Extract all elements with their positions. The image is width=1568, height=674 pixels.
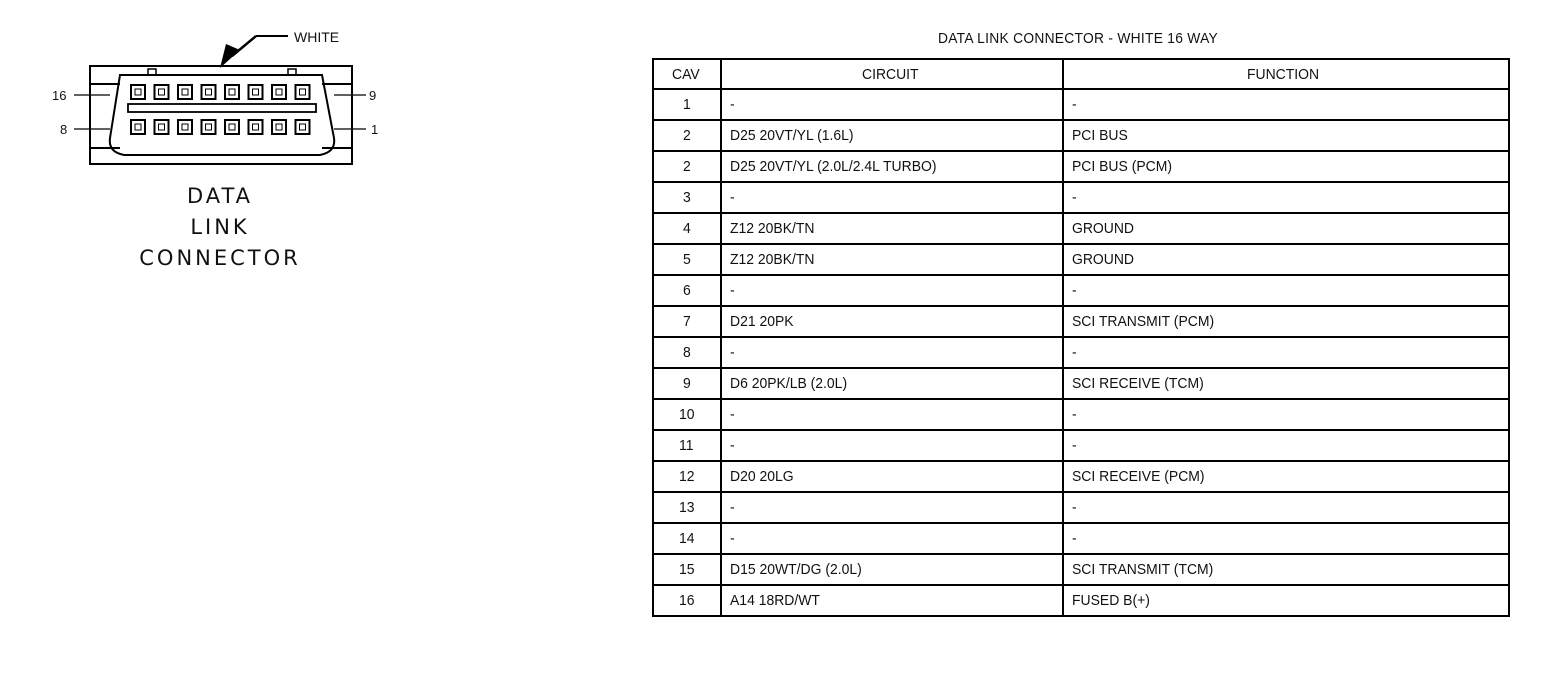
pin-cavity bbox=[296, 85, 310, 99]
pin-cavity bbox=[225, 85, 239, 99]
function-cell: - bbox=[1063, 182, 1509, 213]
pin-cavity bbox=[202, 120, 216, 134]
pin-terminal bbox=[300, 89, 306, 95]
function-cell: - bbox=[1063, 89, 1509, 120]
pin-cavity bbox=[249, 85, 263, 99]
pin-terminal bbox=[229, 89, 235, 95]
cav-cell: 3 bbox=[653, 182, 721, 213]
cav-cell: 14 bbox=[653, 523, 721, 554]
cav-cell: 1 bbox=[653, 89, 721, 120]
cav-cell: 15 bbox=[653, 554, 721, 585]
pin-cavity bbox=[272, 120, 286, 134]
caption-line-1: DATA bbox=[186, 184, 254, 208]
function-cell: - bbox=[1063, 275, 1509, 306]
table-row bbox=[653, 523, 1509, 554]
table-header-row bbox=[653, 59, 1509, 89]
circuit-cell: D20 20LG bbox=[721, 461, 1063, 492]
circuit-cell: D25 20VT/YL (1.6L) bbox=[721, 120, 1063, 151]
table-row bbox=[653, 430, 1509, 461]
circuit-cell: - bbox=[721, 275, 1063, 306]
pin-cavity bbox=[131, 85, 145, 99]
pin-label-16: 16 bbox=[52, 88, 67, 103]
pin-cavity bbox=[131, 120, 145, 134]
function-cell: - bbox=[1063, 430, 1509, 461]
cav-cell: 2 bbox=[653, 151, 721, 182]
pin-cavity bbox=[178, 85, 192, 99]
pin-terminal bbox=[206, 124, 212, 130]
circuit-cell: - bbox=[721, 399, 1063, 430]
table-row bbox=[653, 182, 1509, 213]
table-row bbox=[653, 337, 1509, 368]
color-callout-arrow bbox=[220, 36, 288, 68]
pin-cavity bbox=[296, 120, 310, 134]
cav-cell: 8 bbox=[653, 337, 721, 368]
connector-frame bbox=[90, 66, 352, 164]
function-cell: - bbox=[1063, 337, 1509, 368]
function-cell: PCI BUS (PCM) bbox=[1063, 151, 1509, 182]
pin-cavity bbox=[202, 85, 216, 99]
pin-cavity bbox=[272, 85, 286, 99]
table-row bbox=[653, 492, 1509, 523]
function-cell: - bbox=[1063, 399, 1509, 430]
connector-color-label: WHITE bbox=[294, 29, 340, 45]
pin-terminal bbox=[253, 89, 259, 95]
function-cell: GROUND bbox=[1063, 213, 1509, 244]
pin-terminal bbox=[159, 89, 165, 95]
circuit-cell: - bbox=[721, 337, 1063, 368]
pin-label-9: 9 bbox=[369, 88, 377, 103]
table-row bbox=[653, 399, 1509, 430]
circuit-cell: Z12 20BK/TN bbox=[721, 244, 1063, 275]
header-function: FUNCTION bbox=[1063, 59, 1509, 89]
pin-terminal bbox=[135, 124, 141, 130]
function-cell: GROUND bbox=[1063, 244, 1509, 275]
circuit-cell: D15 20WT/DG (2.0L) bbox=[721, 554, 1063, 585]
circuit-cell: A14 18RD/WT bbox=[721, 585, 1063, 616]
table-title: DATA LINK CONNECTOR - WHITE 16 WAY bbox=[937, 30, 1219, 47]
table-row bbox=[653, 89, 1509, 120]
cav-cell: 10 bbox=[653, 399, 721, 430]
pin-label-8: 8 bbox=[60, 122, 68, 137]
pin-cavity bbox=[225, 120, 239, 134]
function-cell: - bbox=[1063, 492, 1509, 523]
table-row bbox=[653, 461, 1509, 492]
caption-line-2: LINK bbox=[190, 215, 250, 239]
table-row bbox=[653, 275, 1509, 306]
circuit-cell: - bbox=[721, 430, 1063, 461]
pin-cavity bbox=[155, 85, 169, 99]
pin-terminal bbox=[300, 124, 306, 130]
pin-terminal bbox=[206, 89, 212, 95]
table-row bbox=[653, 306, 1509, 337]
circuit-cell: Z12 20BK/TN bbox=[721, 213, 1063, 244]
function-cell: PCI BUS bbox=[1063, 120, 1509, 151]
header-cav: CAV bbox=[653, 59, 721, 89]
table-row bbox=[653, 244, 1509, 275]
table-row bbox=[653, 554, 1509, 585]
table-row bbox=[653, 120, 1509, 151]
table-row bbox=[653, 151, 1509, 182]
cav-cell: 9 bbox=[653, 368, 721, 399]
function-cell: SCI TRANSMIT (TCM) bbox=[1063, 554, 1509, 585]
cav-cell: 6 bbox=[653, 275, 721, 306]
pin-label-1: 1 bbox=[371, 122, 379, 137]
pin-terminal bbox=[135, 89, 141, 95]
pin-cavity bbox=[155, 120, 169, 134]
cav-cell: 11 bbox=[653, 430, 721, 461]
table-row bbox=[653, 368, 1509, 399]
pin-terminal bbox=[159, 124, 165, 130]
table-row bbox=[653, 213, 1509, 244]
circuit-cell: D21 20PK bbox=[721, 306, 1063, 337]
pin-cavity bbox=[249, 120, 263, 134]
circuit-cell: D6 20PK/LB (2.0L) bbox=[721, 368, 1063, 399]
cav-cell: 7 bbox=[653, 306, 721, 337]
connector-body bbox=[110, 75, 334, 155]
pin-row-bottom bbox=[131, 120, 310, 134]
cav-cell: 2 bbox=[653, 120, 721, 151]
function-cell: SCI RECEIVE (TCM) bbox=[1063, 368, 1509, 399]
cav-cell: 16 bbox=[653, 585, 721, 616]
header-circuit: CIRCUIT bbox=[721, 59, 1063, 89]
function-cell: SCI TRANSMIT (PCM) bbox=[1063, 306, 1509, 337]
pin-terminal bbox=[253, 124, 259, 130]
function-cell: SCI RECEIVE (PCM) bbox=[1063, 461, 1509, 492]
table-row bbox=[653, 585, 1509, 616]
pin-terminal bbox=[182, 89, 188, 95]
function-cell: - bbox=[1063, 523, 1509, 554]
circuit-cell: - bbox=[721, 182, 1063, 213]
pin-terminal bbox=[229, 124, 235, 130]
function-cell: FUSED B(+) bbox=[1063, 585, 1509, 616]
pin-cavity bbox=[178, 120, 192, 134]
circuit-cell: - bbox=[721, 523, 1063, 554]
cav-cell: 13 bbox=[653, 492, 721, 523]
cav-cell: 12 bbox=[653, 461, 721, 492]
circuit-cell: - bbox=[721, 89, 1063, 120]
pin-row-top bbox=[131, 85, 310, 99]
circuit-cell: - bbox=[721, 492, 1063, 523]
cav-cell: 5 bbox=[653, 244, 721, 275]
circuit-cell: D25 20VT/YL (2.0L/2.4L TURBO) bbox=[721, 151, 1063, 182]
cav-cell: 4 bbox=[653, 213, 721, 244]
pin-terminal bbox=[276, 124, 282, 130]
pin-terminal bbox=[182, 124, 188, 130]
pin-terminal bbox=[276, 89, 282, 95]
caption-line-3: CONNECTOR bbox=[139, 246, 301, 270]
pin-table bbox=[652, 58, 1510, 617]
